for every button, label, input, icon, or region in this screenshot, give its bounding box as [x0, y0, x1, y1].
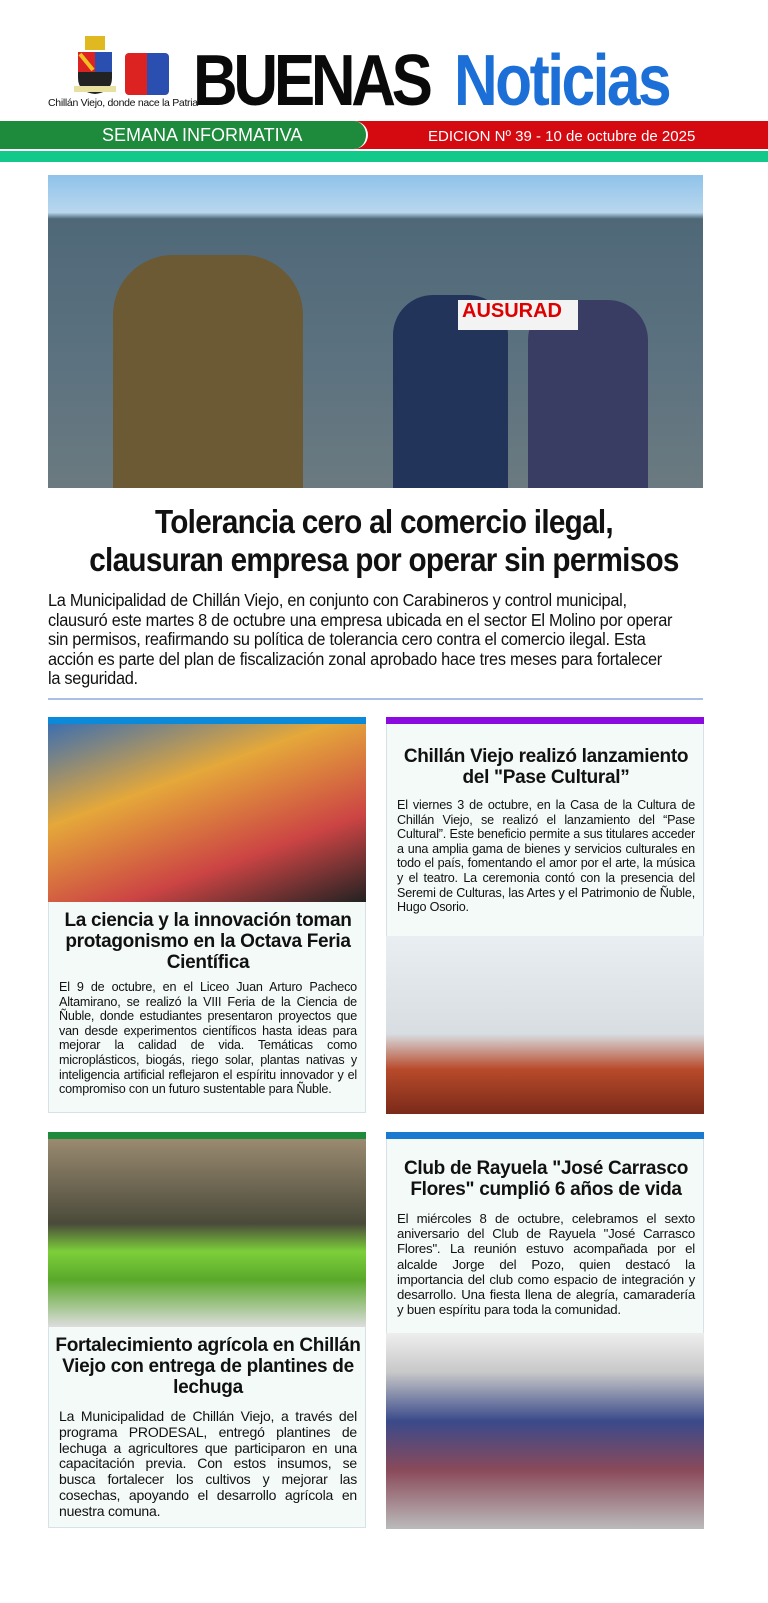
- article-card-plantines: [48, 1132, 366, 1528]
- photo-plantines: [48, 1139, 366, 1327]
- article-card-rayuela: [386, 1132, 704, 1528]
- article-title: Club de Rayuela "José Carrasco Flores" cumplió 6 años de vida: [403, 1158, 689, 1200]
- article-title: La ciencia y la innovación toman protagonismo en la Octava Feria Científica: [64, 910, 352, 973]
- photo-rayuela-club: [386, 1333, 704, 1529]
- main-lead-paragraph: La Municipalidad de Chillán Viejo, en conjunto con Carabineros y control municipal, clausuró este martes 8 de octubre una empresa ubicada en el sector El Molino por operar sin permisos, reafirmando su política de tolerancia cero contra el comercio ilegal. Esta acción es parte del plan de fiscalización zonal aprobado hace tres meses para fortalecer la seguridad.: [48, 590, 673, 689]
- photo-science-fair: [48, 724, 366, 902]
- hero-photo-closure: [48, 175, 703, 488]
- article-card-pase-cultural: [386, 717, 704, 1113]
- edition-label: EDICION Nº 39 - 10 de octubre de 2025: [428, 128, 696, 145]
- municipal-motto: Chillán Viejo, donde nace la Patria: [48, 97, 198, 109]
- article-card-science-fair: [48, 717, 366, 1113]
- article-title: Chillán Viejo realizó lanzamiento del "Pase Cultural”: [403, 746, 689, 788]
- card-accent-bar: [48, 1132, 366, 1139]
- article-body: El viernes 3 de octubre, en la Casa de la Cultura de Chillán Viejo, se realizó el lanzamiento del “Pase Cultural”. Este beneficio permite a sus titulares acceder a una amplia gama de bienes y servicios culturales en todo el país, fomentando el amor por el arte, la música y el teatro. La ceremonia contó con la presencia del Seremi de Culturas, las Artes y el Patrimonio de Ñuble, Hugo Osorio.: [397, 798, 695, 915]
- article-title: Fortalecimiento agrícola en Chillán Viejo con entrega de plantines de lechuga: [55, 1335, 361, 1398]
- article-body: El miércoles 8 de octubre, celebramos el sexto aniversario del Club de Rayuela "José Carrasco Flores". La reunión estuvo acompañada por el alcalde Jorge del Pozo, quien destacó la importancia del club como espacio de integración y desarrollo. Una fiesta llena de alegría, camaradería y buen espíritu para toda la comunidad.: [397, 1211, 695, 1318]
- patria-horse-logo: [125, 53, 169, 95]
- article-body: El 9 de octubre, en el Liceo Juan Arturo Pacheco Altamirano, se realizó la VIII Feria de la Ciencia de Ñuble, donde estudiantes presentaron proyectos que van desde experimentos científicos hasta ideas para mejorar la calidad de vida. Temáticas como microplásticos, biogás, riego solar, plantas nativas y inteligencia artificial reflejaron el espíritu innovador y el compromiso con un futuro sustentable para Ñuble.: [59, 980, 357, 1097]
- main-headline: [65, 503, 702, 579]
- card-accent-bar: [386, 1132, 704, 1139]
- headline-line: Tolerancia cero al comercio ilegal,: [155, 503, 613, 540]
- headline-line: clausuran empresa por operar sin permisos: [89, 541, 679, 578]
- article-body: La Municipalidad de Chillán Viejo, a través del programa PRODESAL, entregó plantines de lechuga a agricultores que participaron en una capacitación previa. Con estos insumos, se busca fortalecer los cultivos y mejorar las cosechas, apoyando el desarrollo agrícola en nuestra comuna.: [59, 1408, 357, 1519]
- divider: [48, 698, 703, 700]
- card-accent-bar: [48, 717, 366, 724]
- photo-pase-cultural: [386, 936, 704, 1114]
- municipal-crest-logo: [72, 36, 118, 96]
- section-label: SEMANA INFORMATIVA: [102, 125, 303, 145]
- closure-sign: AUSURAD: [458, 300, 578, 330]
- masthead-noticias: Noticias: [454, 41, 670, 121]
- masthead-buenas: BUENAS: [193, 41, 429, 121]
- photo-figure-carabinero: [113, 255, 303, 488]
- header-accent-bar: [0, 151, 768, 162]
- card-accent-bar: [386, 717, 704, 724]
